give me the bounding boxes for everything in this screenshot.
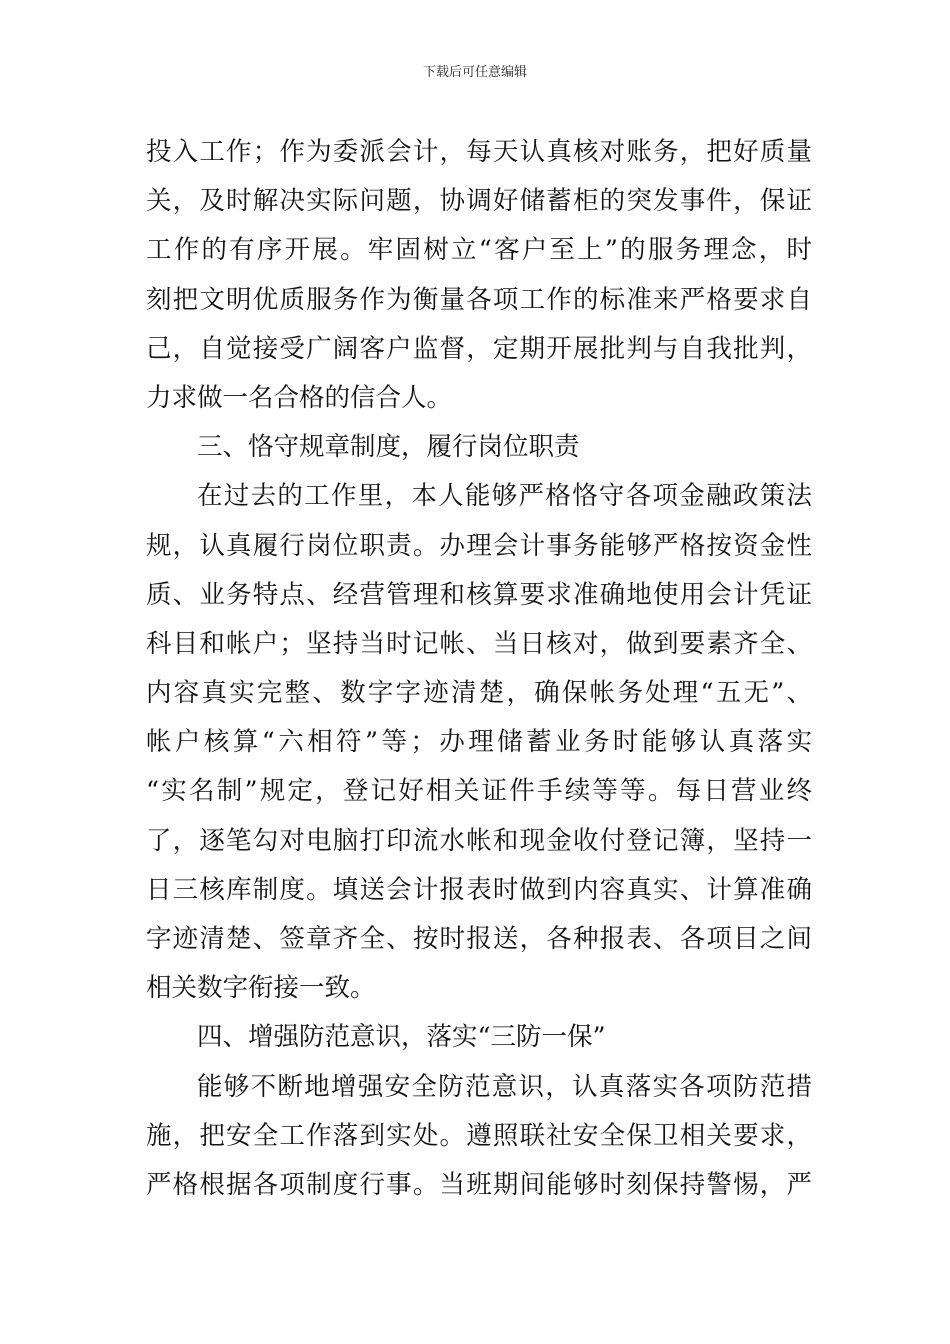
text-line: 相关数字衔接一致。: [146, 973, 376, 1004]
text-line: 内容真实完整、数字字迹清楚，确保帐务处理“五无”、: [146, 678, 812, 709]
text-line: 在过去的工作里，本人能够严格恪守各项金融政策法: [197, 481, 812, 512]
page-header-note: 下载后可任意编辑: [422, 65, 527, 80]
section-heading: 四、增强防范意识，落实“三防一保”: [197, 1022, 606, 1053]
text-line: 帐户核算“六相符”等；办理储蓄业务时能够认真落实: [146, 727, 812, 758]
text-line: “实名制”规定，登记好相关证件手续等等。每日营业终: [146, 776, 812, 807]
text-line: 日三核库制度。填送会计报表时做到内容真实、计算准确: [146, 874, 812, 905]
text-line: 己，自觉接受广阔客户监督，定期开展批判与自我批判，: [146, 333, 812, 364]
text-line: 投入工作；作为委派会计，每天认真核对账务，把好质量: [146, 137, 812, 167]
text-line: 科目和帐户；坚持当时记帐、当日核对，做到要素齐全、: [146, 628, 812, 659]
text-line: 关，及时解决实际问题，协调好储蓄柜的突发事件，保证: [146, 186, 812, 217]
text-line: 力求做一名合格的信合人。: [146, 382, 453, 413]
text-line: 字迹清楚、签章齐全、按时报送，各种报表、各项目之间: [146, 924, 812, 954]
text-line: 规，认真履行岗位职责。办理会计事务能够严格按资金性: [146, 530, 812, 561]
text-line: 严格根据各项制度行事。当班期间能够时刻保持警惕，严: [146, 1169, 812, 1200]
text-line: 施，把安全工作落到实处。遵照联社安全保卫相关要求，: [146, 1120, 812, 1151]
text-line: 质、业务特点、经营管理和核算要求准确地使用会计凭证: [146, 579, 812, 610]
text-line: 工作的有序开展。牢固树立“客户至上”的服务理念，时: [146, 235, 812, 266]
text-line: 刻把文明优质服务作为衡量各项工作的标准来严格要求自: [146, 284, 812, 315]
document-body: [146, 128, 812, 1210]
text-line: 了，逐笔勾对电脑打印流水帐和现金收付登记簿，坚持一: [146, 825, 812, 856]
section-heading: 三、恪守规章制度，履行岗位职责: [197, 432, 580, 463]
text-line: 能够不断地增强安全防范意识，认真落实各项防范措: [197, 1071, 812, 1102]
